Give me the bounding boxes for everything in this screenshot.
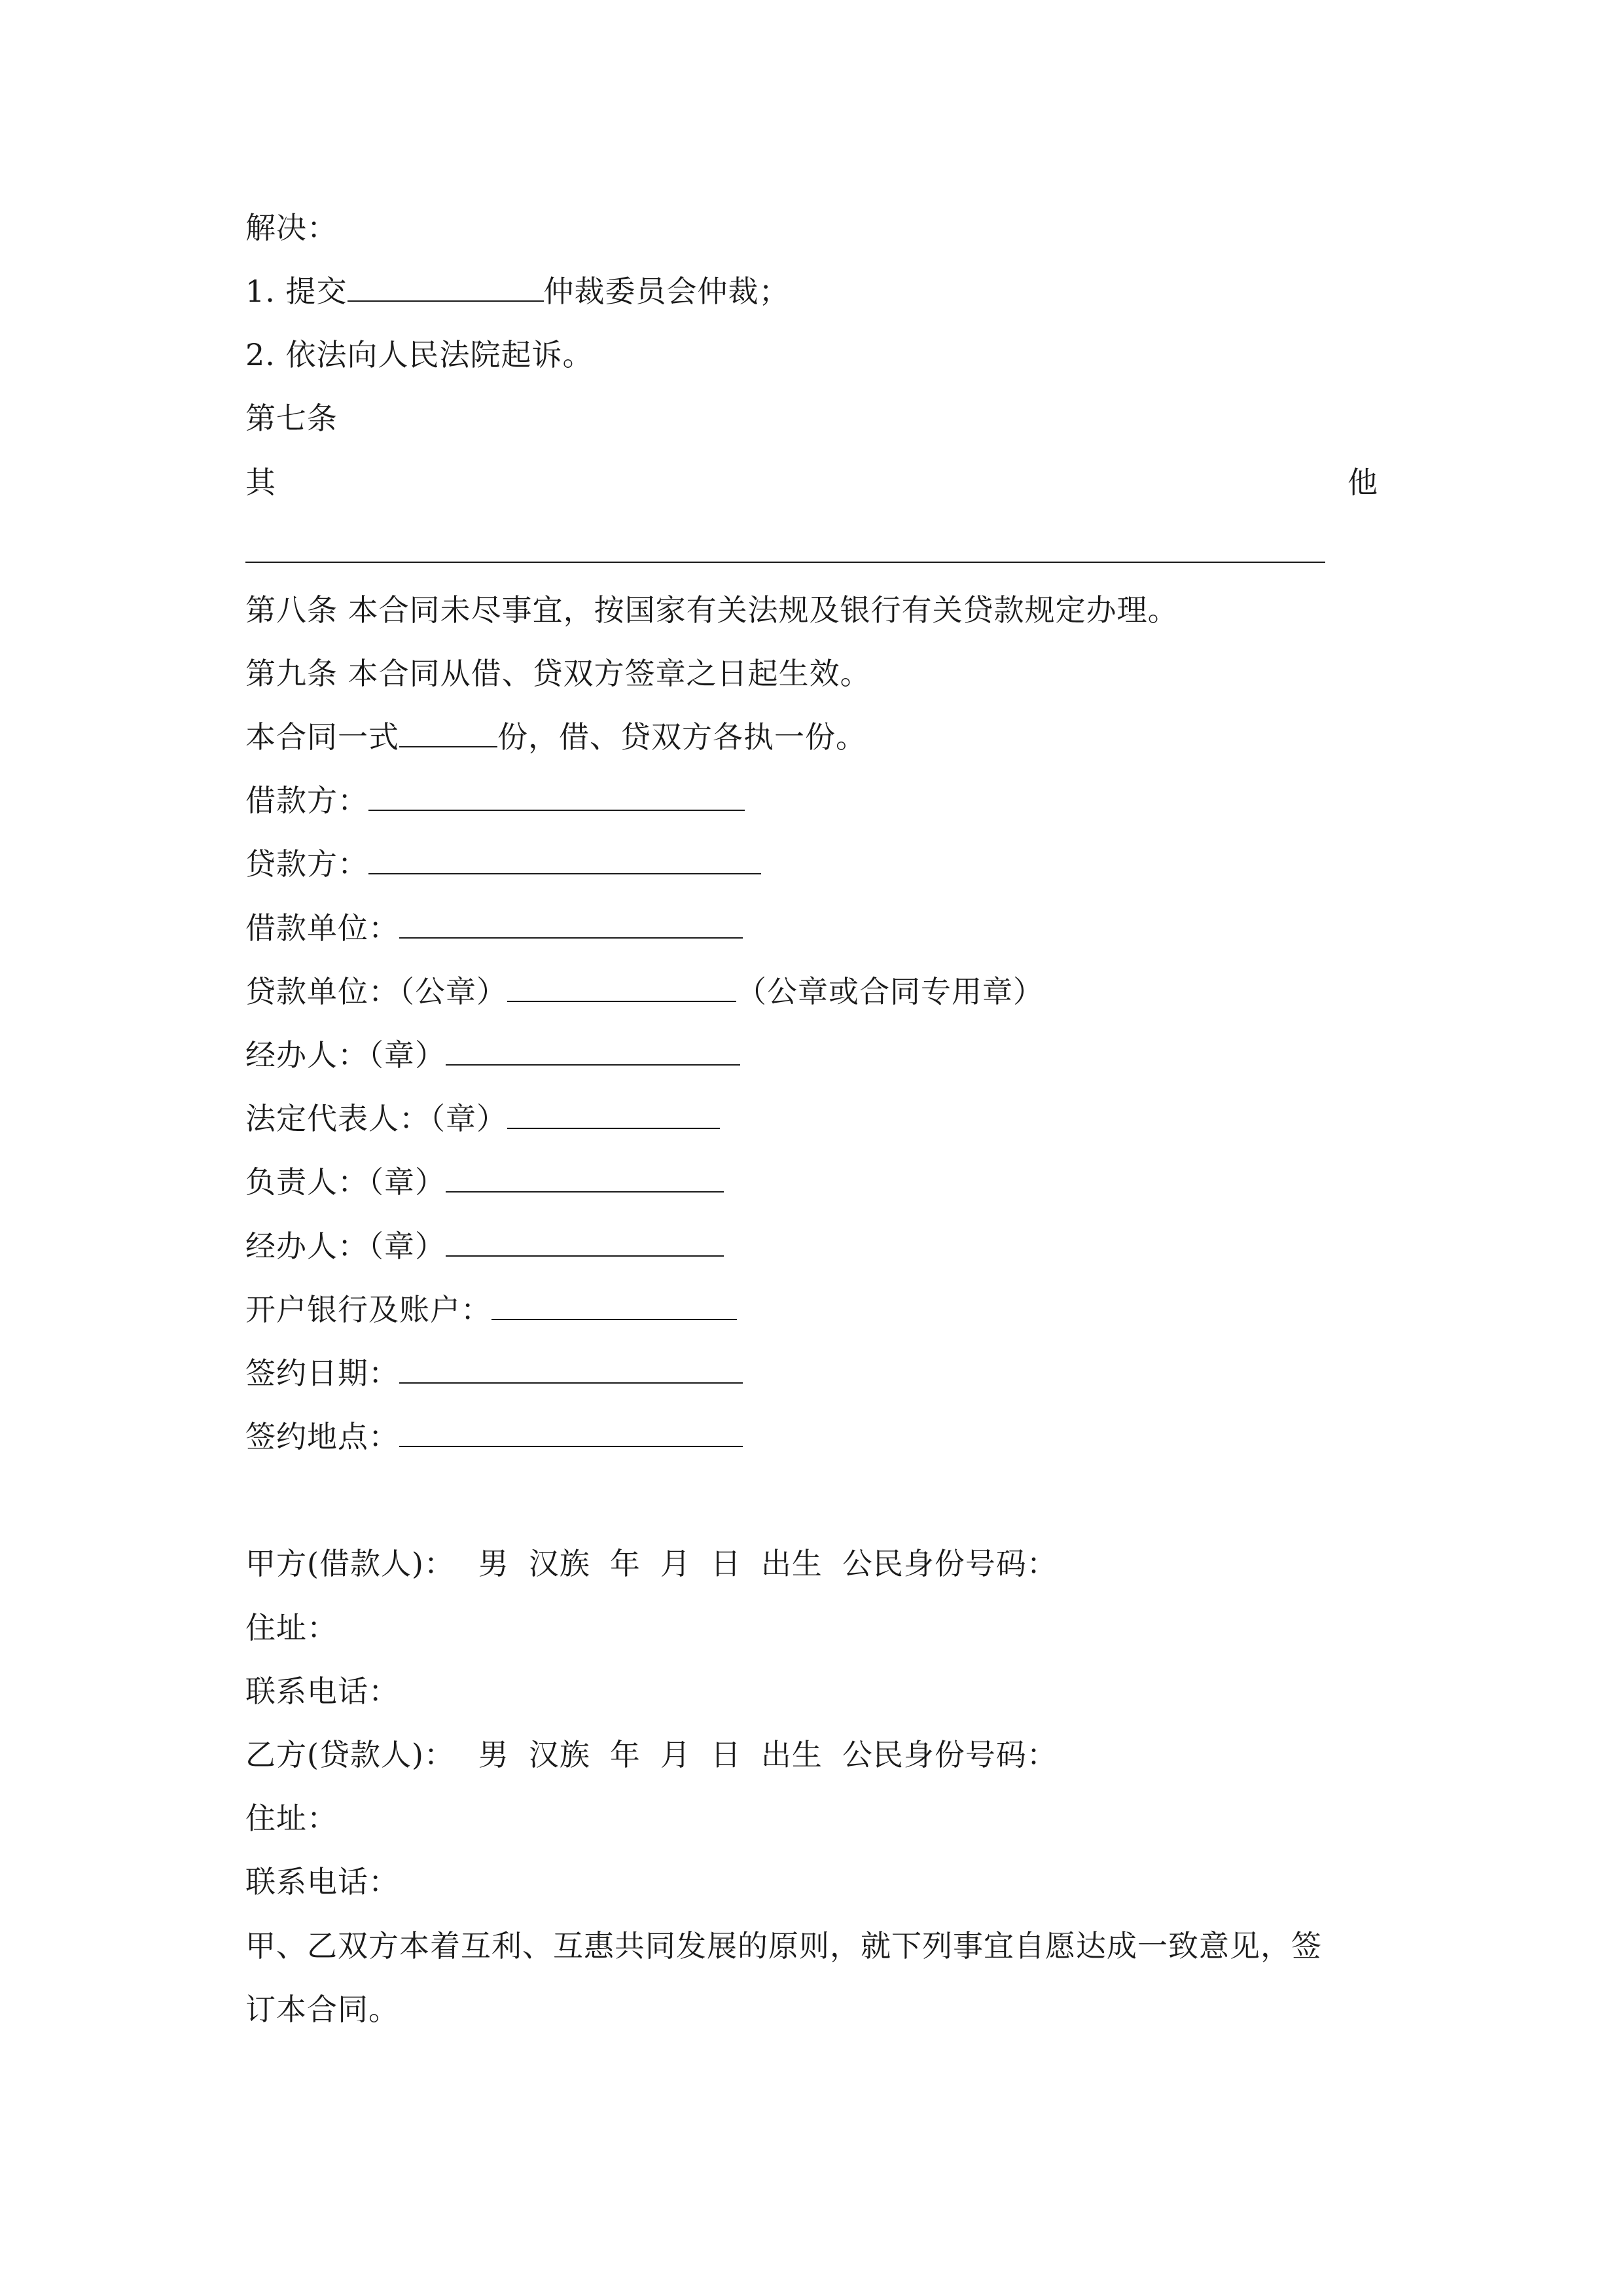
handler-label-2: 经办人：（章）: [245, 1229, 446, 1264]
party-a-sex: 男: [478, 1546, 509, 1581]
sign-place-blank[interactable]: [399, 1417, 743, 1447]
handler-blank-2[interactable]: [446, 1227, 724, 1257]
copies-blank[interactable]: [399, 717, 497, 747]
sign-date-field: [245, 1354, 743, 1393]
arbitration-blank[interactable]: [348, 272, 544, 302]
lender-unit-field: [245, 972, 1044, 1011]
borrower-unit-blank[interactable]: [399, 908, 743, 939]
legal-rep-label: 法定代表人：（章）: [245, 1101, 507, 1136]
party-b-ethnicity: 汉族: [528, 1737, 590, 1772]
other-left-char: 其: [245, 465, 276, 500]
arbitration-suffix: 仲裁委员会仲裁；: [543, 274, 790, 309]
sign-place-label: 签约地点：: [245, 1419, 399, 1454]
sign-date-label: 签约日期：: [245, 1355, 399, 1391]
resolve-heading: 解决：: [245, 210, 338, 245]
copies-suffix: 份，借、贷双方各执一份。: [497, 719, 866, 755]
party-b-born: 出生: [760, 1737, 823, 1772]
bank-account-label: 开户银行及账户：: [245, 1292, 491, 1327]
legal-rep-field: [245, 1099, 720, 1138]
handler-blank-1[interactable]: [446, 1035, 740, 1066]
party-a-month: 月: [660, 1546, 691, 1581]
bank-account-field: [245, 1290, 737, 1329]
lender-unit-seal-note: （公章或合同专用章）: [736, 974, 1044, 1009]
lender-blank[interactable]: [368, 844, 761, 874]
borrower-unit-label: 借款单位：: [245, 910, 399, 946]
court-clause: 2. 依法向人民法院起诉。: [245, 337, 594, 372]
article-seven: 第七条: [245, 401, 338, 436]
article-eight: 第八条 本合同未尽事宜，按国家有关法规及银行有关贷款规定办理。: [245, 592, 1179, 628]
party-a-address: 住址：: [245, 1610, 338, 1645]
arbitration-clause: [245, 272, 790, 311]
lender-unit-label: 贷款单位：（公章）: [245, 974, 507, 1009]
legal-rep-blank[interactable]: [507, 1099, 720, 1129]
party-a-line: [245, 1544, 1058, 1583]
party-a-ethnicity: 汉族: [528, 1546, 590, 1581]
party-a-day: 日: [710, 1546, 741, 1581]
other-blank-line[interactable]: [245, 562, 1325, 563]
other-right-char: 他: [1347, 465, 1378, 500]
party-a-born: 出生: [760, 1546, 823, 1581]
lender-field: [245, 844, 761, 884]
borrower-field: [245, 781, 745, 820]
borrower-unit-field: [245, 908, 743, 948]
party-a-label: 甲方(借款人)：: [245, 1546, 455, 1581]
party-b-line: [245, 1735, 1058, 1774]
party-b-label: 乙方(贷款人)：: [245, 1737, 455, 1772]
party-b-id-label: 公民身份号码：: [842, 1737, 1058, 1772]
party-b-sex: 男: [478, 1737, 509, 1772]
party-b-phone: 联系电话：: [245, 1864, 399, 1899]
copies-prefix: 本合同一式: [245, 719, 399, 755]
party-b-address: 住址：: [245, 1801, 338, 1836]
closing-line-1: 甲、乙双方本着互利、互惠共同发展的原则，就下列事宜自愿达成一致意见，签: [245, 1928, 1322, 1964]
other-line: [245, 463, 1378, 502]
party-a-phone: 联系电话：: [245, 1674, 399, 1709]
party-b-year: 年: [609, 1737, 641, 1772]
sign-date-blank[interactable]: [399, 1354, 743, 1384]
bank-account-blank[interactable]: [491, 1290, 737, 1320]
closing-line-2: 订本合同。: [245, 1992, 399, 2027]
borrower-blank[interactable]: [368, 781, 745, 811]
arbitration-prefix: 1. 提交: [245, 274, 348, 309]
handler-label-1: 经办人：（章）: [245, 1037, 446, 1073]
handler-field-1: [245, 1035, 740, 1075]
principal-label: 负责人：（章）: [245, 1164, 446, 1200]
lender-label: 贷款方：: [245, 846, 368, 882]
party-a-id-label: 公民身份号码：: [842, 1546, 1058, 1581]
principal-blank[interactable]: [446, 1162, 724, 1193]
party-b-month: 月: [660, 1737, 691, 1772]
party-a-year: 年: [609, 1546, 641, 1581]
handler-field-2: [245, 1227, 724, 1266]
borrower-label: 借款方：: [245, 783, 368, 818]
party-b-day: 日: [710, 1737, 741, 1772]
lender-unit-blank[interactable]: [507, 972, 736, 1002]
article-nine: 第九条 本合同从借、贷双方签章之日起生效。: [245, 656, 871, 691]
sign-place-field: [245, 1417, 743, 1456]
copies-clause: [245, 717, 866, 757]
principal-field: [245, 1162, 724, 1202]
